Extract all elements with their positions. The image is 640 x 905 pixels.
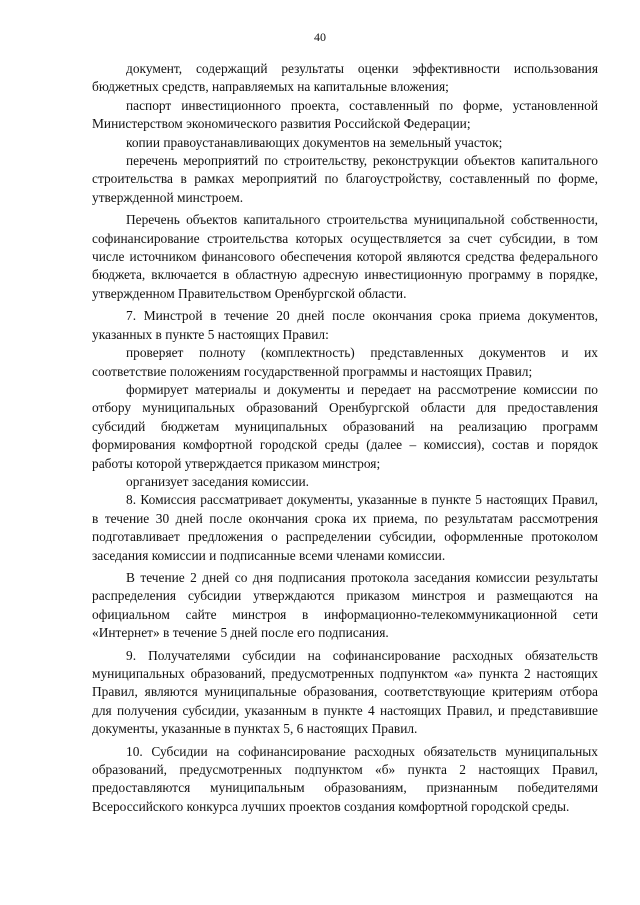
paragraph-1: документ, содержащий результаты оценки эффективности использования бюджетных средств, направляемых на капитальные вложения; xyxy=(92,61,598,95)
paragraph-12: 9. Получателями субсидии на софинансирование расходных обязательств муниципальных образований, предусмотренных подпунктом «а» пункта 2 настоящих Правил, являются муниципальные образования, соответствующие критериям отбора для получения субсидии, указанным в пункте 4 настоящих Правил, и представившие документы, указанные в пунктах 5, 6 настоящих Правил. xyxy=(92,647,598,737)
paragraph-11: В течение 2 дней со дня подписания протокола заседания комиссии результаты распределения субсидии утверждаются приказом минстроя и размещаются на официальном сайте минстроя в информационно-телекоммуникационной сети «Интернет» в течение 5 дней после его подписания. xyxy=(92,569,598,641)
document-body xyxy=(92,60,598,816)
paragraph-8: формирует материалы и документы и передает на рассмотрение комиссии по отбору муниципальных образований Оренбургской области для предоставления субсидий бюджетам муниципальных образований на реализацию программ формирования комфортной городской среды (далее – комиссия), состав и порядок работы которой утверждается приказом минстроя; xyxy=(92,381,598,471)
paragraph-2: паспорт инвестиционного проекта, составленный по форме, установленной Министерством экономического развития Российской Федерации; xyxy=(92,97,598,132)
paragraph-3: копии правоустанавливающих документов на земельный участок; xyxy=(126,134,503,150)
paragraph-9: организует заседания комиссии. xyxy=(126,473,310,489)
page-number: 40 xyxy=(314,30,326,44)
paragraph-6: 7. Минстрой в течение 20 дней после окончания срока приема документов, указанных в пункте 5 настоящих Правил: xyxy=(92,308,598,342)
paragraph-10: 8. Комиссия рассматривает документы, указанные в пункте 5 настоящих Правил, в течение 30 дней после окончания срока их приема, по результатам рассмотрения подготавливает предложения о распределении субсидии, оформленные протоколом заседания комиссии и подписанные всеми членами комиссии. xyxy=(92,492,598,563)
paragraph-7: проверяет полноту (комплектность) представленных документов и их соответствие положениям государственной программы и настоящих Правил; xyxy=(92,345,598,379)
paragraph-5: Перечень объектов капитального строительства муниципальной собственности, софинансирование строительства которых осуществляется за счет субсидии, в том числе источником финансового обеспечения которой являются средства федерального бюджета, включается в областную адресную инвестиционную программу в порядке, утвержденном Правительством Оренбургской области. xyxy=(92,212,598,301)
paragraph-13: 10. Субсидии на софинансирование расходных обязательств муниципальных образований, предусмотренных подпунктом «б» пункта 2 настоящих Правил, предоставляются муниципальным образованиям, признанным победителями Всероссийского конкурса лучших проектов создания комфортной городской среды. xyxy=(92,743,598,814)
paragraph-4: перечень мероприятий по строительству, реконструкции объектов капитального строительства в рамках мероприятий по благоустройству, составленный по форме, утвержденной минстроем. xyxy=(92,153,598,205)
